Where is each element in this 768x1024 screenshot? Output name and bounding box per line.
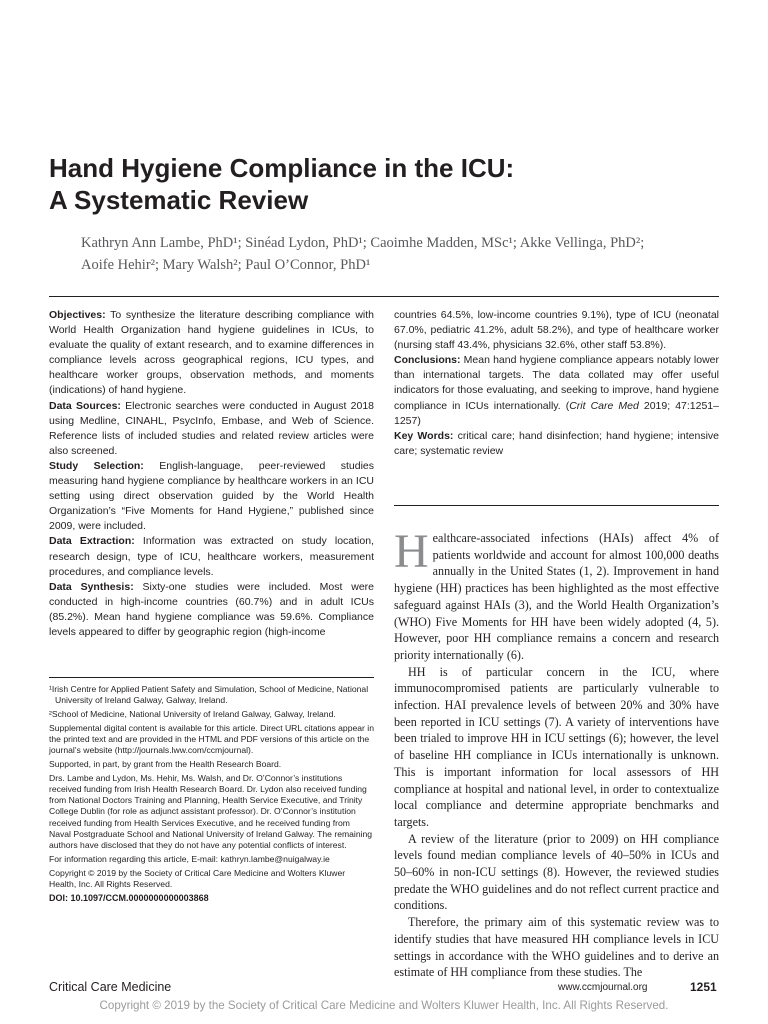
citation-details: 2019; 47:1251–1257) bbox=[394, 399, 719, 427]
disclosures-note: Drs. Lambe and Lydon, Ms. Hehir, Ms. Walsh, and Dr. O’Connor’s institutions received funding from Irish Health Research Board. Dr. Lydon also received funding from National Doctors Training and Planning, Health Service Executive, and Trinity College Dublin (for role as adjunct assistant professor). Dr. O’Connor’s institution received funding from Health Services Executive, and he received funding from Naval Postgraduate School and National University of Ireland Galway. The remaining authors have disclosed that they do not have any potential conflicts of interest. bbox=[49, 772, 373, 851]
body-paragraph-3: A review of the literature (prior to 2009) on HH compliance levels found median compliance levels of 40–50% in ICUs and 50–60% in non-ICU settings (8). However, the reviewed studies predate the WHO guidelines and do not reflect current practice and conditions. bbox=[394, 831, 719, 913]
abstract-right-column bbox=[394, 308, 719, 459]
data-sources-label: Data Sources: bbox=[49, 399, 121, 412]
body-paragraph-2: HH is of particular concern in the ICU, where immunocompromised patients are particularly vulnerable to infection. HAI prevalence levels of between 20% and 30% have been reported in ICU settings (7). A variety of interventions have been trialed to improve HH in ICU settings (6); however, the level of baseline HH compliance in ICUs internationally is unknown. This is important information for local assessors of HH compliance at hospital and national level, in order to contextualize local compliance and determine appropriate benchmarks and targets. bbox=[394, 664, 719, 829]
title-divider bbox=[49, 296, 719, 297]
objectives-label: Objectives: bbox=[49, 309, 106, 321]
abstract-conclusions bbox=[394, 353, 719, 428]
abstract-key-words bbox=[394, 429, 719, 459]
abstract-data-synthesis bbox=[49, 580, 374, 640]
citation-journal: Crit Care Med bbox=[569, 399, 639, 412]
funding-note: Supported, in part, by grant from the Health Research Board. bbox=[49, 759, 282, 769]
study-selection-label: Study Selection: bbox=[49, 459, 144, 472]
data-extraction-text: Information was extracted on study location, research design, type of ICU, healthcare workers, measurement procedures, and compliance levels. bbox=[49, 535, 374, 578]
objectives-text: To synthesize the literature describing compliance with World Health Organization hand hygiene guidelines in ICUs, to evaluate the quality of extant research, and to examine differences in compliance levels across geographical regions, ICU types, and healthcare worker groups, observation methods, and moments (indications) of hand hygiene. bbox=[49, 309, 374, 397]
affiliation-2: ²School of Medicine, National University of Ireland Galway, Galway, Ireland. bbox=[49, 709, 336, 719]
abstract-left-column bbox=[49, 308, 374, 640]
drop-cap: H bbox=[394, 525, 429, 578]
notes-divider bbox=[49, 677, 374, 678]
affiliation-1: ¹Irish Centre for Applied Patient Safety and Simulation, School of Medicine, National University of Ireland Galway, Galway, Ireland. bbox=[49, 684, 369, 706]
abstract-divider bbox=[394, 505, 719, 506]
abstract-objectives bbox=[49, 308, 374, 399]
journal-url[interactable]: www.ccmjournal.org bbox=[558, 982, 648, 993]
body-paragraph-4: Therefore, the primary aim of this systematic review was to identify studies that have measured HH compliance levels in ICU settings in accordance with the WHO guidelines and to derive an estimate of HH compliance from these studies. The bbox=[394, 915, 719, 980]
authors-line-1: Kathryn Ann Lambe, PhD¹; Sinéad Lydon, PhD¹; Caoimhe Madden, MSc¹; Akke Vellinga, PhD²; bbox=[81, 235, 645, 251]
page-number: 1251 bbox=[690, 980, 717, 994]
article-title bbox=[49, 152, 729, 216]
journal-name: Critical Care Medicine bbox=[49, 980, 172, 994]
key-words-text: critical care; hand disinfection; hand hygiene; intensive care; systematic review bbox=[394, 429, 719, 457]
abstract-study-selection bbox=[49, 459, 374, 534]
conclusions-text: Mean hand hygiene compliance appears notably lower than international targets. The data collated may offer useful indicators for those evaluating, and seeking to improve, hand hygiene compliance in ICUs internationally. ( bbox=[394, 354, 719, 412]
article-body bbox=[394, 525, 719, 981]
footer-copyright: Copyright © 2019 by the Society of Critical Care Medicine and Wolters Kluwer Health, Inc. All Rights Reserved. bbox=[99, 999, 669, 1012]
title-line-1: Hand Hygiene Compliance in the ICU: bbox=[49, 153, 515, 183]
title-line-2: A Systematic Review bbox=[49, 185, 309, 215]
conclusions-label: Conclusions: bbox=[394, 354, 461, 367]
abstract-data-extraction bbox=[49, 534, 374, 579]
authors-line-2: Aoife Hehir²; Mary Walsh²; Paul O’Connor, PhD¹ bbox=[81, 257, 371, 273]
data-extraction-label: Data Extraction: bbox=[49, 535, 135, 548]
body-paragraph-1 bbox=[394, 525, 719, 664]
data-synthesis-continued: countries 64.5%, low-income countries 9.1%), type of ICU (neonatal 67.0%, pediatric 41.2%, adult 58.2%), and type of healthcare worker (nursing staff 43.4%, physicians 32.6%, other staff 53.8%). bbox=[394, 309, 719, 352]
data-synthesis-label: Data Synthesis: bbox=[49, 580, 134, 593]
doi: DOI: 10.1097/CCM.0000000000003868 bbox=[49, 892, 209, 903]
data-sources-text: Electronic searches were conducted in August 2018 using Medline, CINAHL, PsycInfo, Embase, and Web of Science. Reference lists of included studies and related review articles were also screened. bbox=[49, 399, 375, 457]
supplemental-note: Supplemental digital content is available for this article. Direct URL citations appear in the printed text and are provided in the HTML and PDF versions of this article on the journal’s website (http://journals.lww.com/ccmjournal). bbox=[49, 722, 374, 756]
contact-email: For information regarding this article, E-mail: kathryn.lambe@nuigalway.ie bbox=[49, 853, 330, 864]
data-synthesis-text: Sixty-one studies were included. Most were conducted in high-income countries (60.7%) and in adult ICUs (85.2%). Mean hand hygiene compliance was 59.6%. Compliance levels appeared to differ by geographic region (high-income bbox=[49, 580, 374, 638]
author-list bbox=[81, 232, 721, 276]
body-paragraph-1-text: ealthcare-associated infections (HAIs) affect 4% of patients worldwide and account for almost 100,000 deaths annually in the United States (1, 2). Improvement in hand hygiene (HH) practices has been highlighted as the most effective safeguard against HAIs (3), and the World Health Organization’s (WHO) Five Moments for HH have been widely adopted (4, 5). However, poor HH compliance remains a concern and research priority internationally (6). bbox=[394, 531, 719, 662]
copyright-note: Copyright © 2019 by the Society of Critical Care Medicine and Wolters Kluwer Health, Inc. All Rights Reserved. bbox=[49, 867, 346, 889]
key-words-label: Key Words: bbox=[394, 429, 454, 442]
study-selection-text: English-language, peer-reviewed studies measuring hand hygiene compliance by healthcare workers in an ICU setting using direct observation guided by the World Health Organization’s “Five Moments for Hand Hygiene,” published since 2009, were included. bbox=[49, 459, 374, 533]
abstract-data-sources bbox=[49, 399, 374, 459]
front-matter-notes bbox=[49, 684, 374, 906]
